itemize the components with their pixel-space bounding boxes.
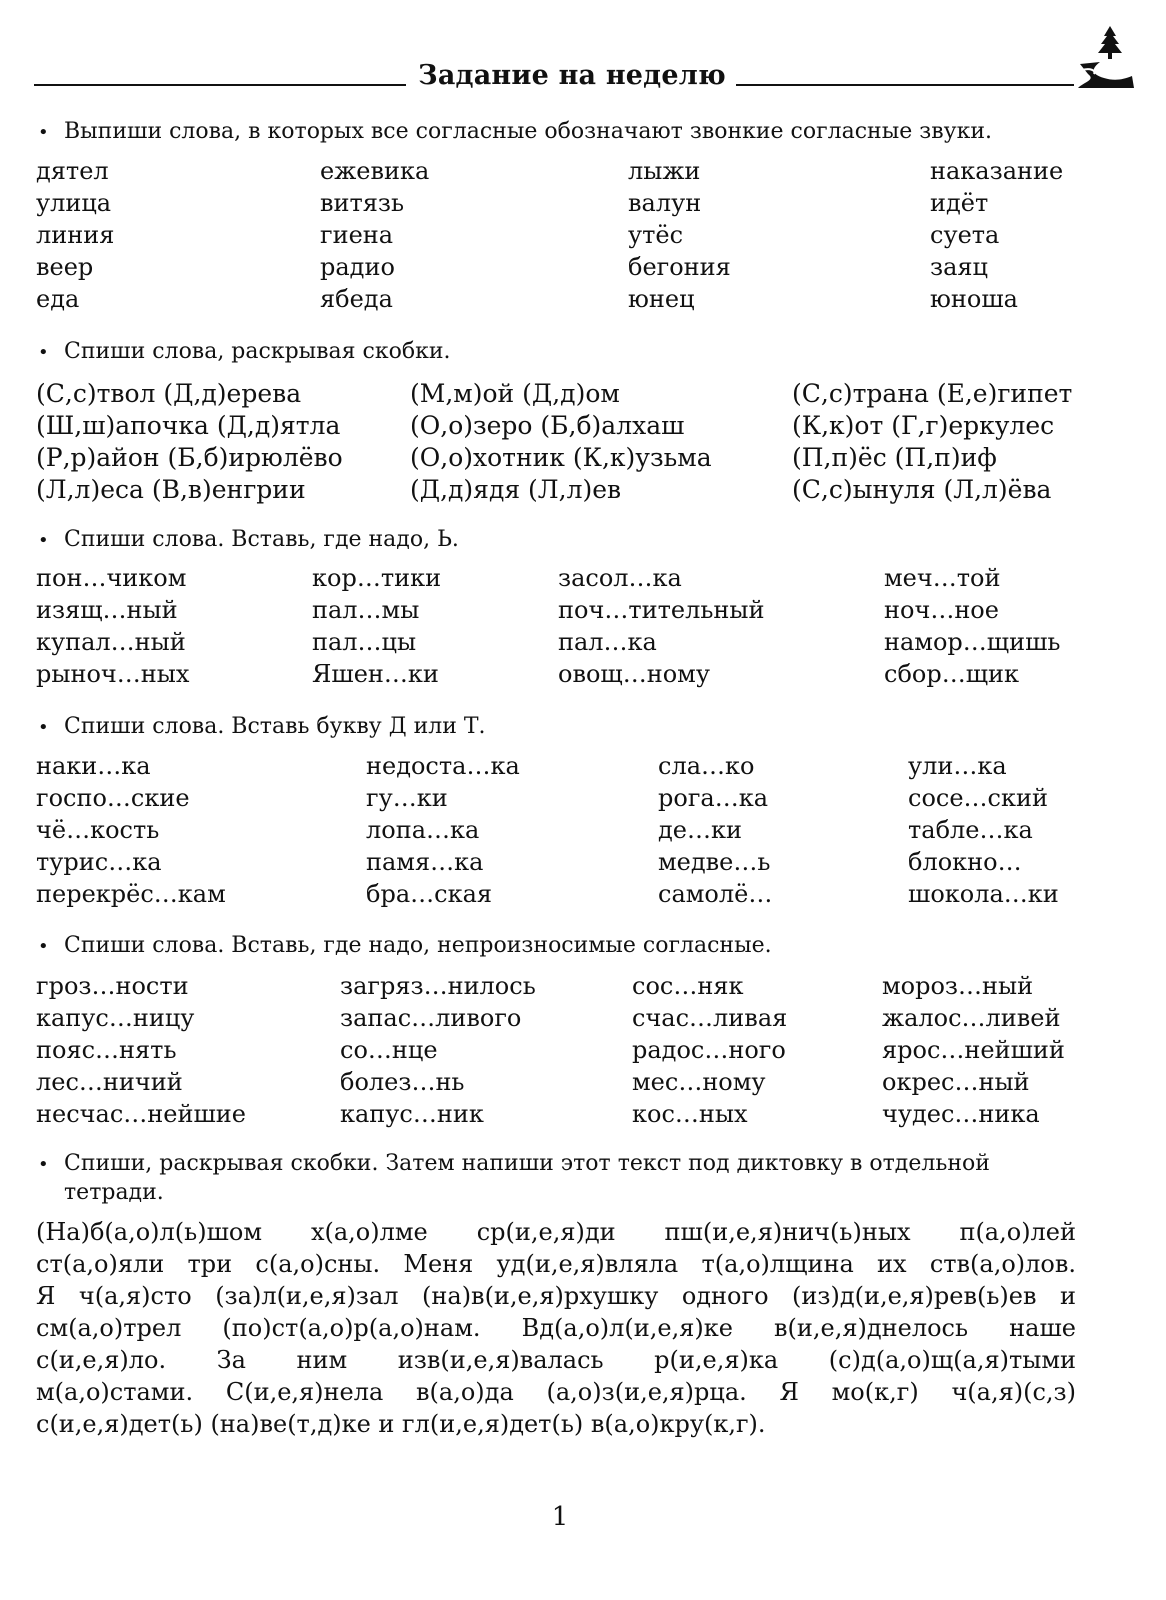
word-cell: госпо…ские (36, 784, 190, 812)
word-row (36, 562, 1106, 594)
word-cell: лес…ничий (36, 1068, 183, 1096)
phrase-cell: (Л,л)еса (В,в)енгрии (36, 475, 306, 504)
phrase-row (36, 378, 1106, 410)
word-row (36, 626, 1106, 658)
word-row (36, 970, 1106, 1002)
word-cell: намор…щишь (884, 628, 1061, 656)
word-cell: радос…ного (632, 1036, 786, 1064)
task-4-title-text: Спиши слова. Вставь букву Д или Т. (64, 714, 486, 739)
task-6-title-line2: тетради. (64, 1180, 164, 1205)
word-row (36, 782, 1106, 814)
word-cell: сла…ко (658, 752, 755, 780)
dictation-text (36, 1216, 1076, 1440)
phrase-cell: (С,с)ынуля (Л,л)ёва (792, 475, 1052, 504)
word-cell: лопа…ка (366, 816, 480, 844)
word-cell: пал…ка (558, 628, 657, 656)
word-cell: юнец (628, 285, 695, 313)
word-cell: рога…ка (658, 784, 769, 812)
phrase-cell: (П,п)ёс (П,п)иф (792, 443, 997, 472)
phrase-cell: (Р,р)айон (Б,б)ирюлёво (36, 443, 343, 472)
phrase-cell: (С,с)твол (Д,д)ерева (36, 379, 302, 408)
bullet-icon: • (38, 1154, 49, 1175)
text-line: см(а,о)трел (по)ст(а,о)р(а,о)нам. Вд(а,о)л(и,е,я)ке в(и,е,я)днелось наше (36, 1314, 1076, 1342)
word-cell: ярос…нейший (882, 1036, 1065, 1064)
phrase-cell: (Ш,ш)апочка (Д,д)ятла (36, 411, 341, 440)
word-cell: мес…ному (632, 1068, 766, 1096)
word-row (36, 219, 1106, 251)
word-row (36, 1034, 1106, 1066)
word-cell: сос…няк (632, 972, 744, 1000)
word-cell: ноч…ное (884, 596, 999, 624)
tree-logo-icon (1074, 24, 1138, 90)
word-cell: капус…ницу (36, 1004, 195, 1032)
word-cell: засол…ка (558, 564, 682, 592)
word-cell: юноша (930, 285, 1018, 313)
word-row (36, 1002, 1106, 1034)
phrase-row (36, 442, 1106, 474)
phrase-cell: (С,с)трана (Е,е)гипет (792, 379, 1073, 408)
word-row (36, 814, 1106, 846)
text-line: ст(а,о)яли три с(а,о)сны. Меня уд(и,е,я)вляла т(а,о)лщина их ств(а,о)лов. (36, 1250, 1076, 1278)
bullet-icon: • (38, 122, 49, 143)
word-cell: шокола…ки (908, 880, 1059, 908)
word-cell: несчас…нейшие (36, 1100, 246, 1128)
word-cell: капус…ник (340, 1100, 484, 1128)
word-cell: радио (320, 253, 395, 281)
word-cell: блокно… (908, 848, 1022, 876)
phrase-cell: (О,о)зеро (Б,б)алхаш (410, 411, 685, 440)
word-row (36, 878, 1106, 910)
word-cell: табле…ка (908, 816, 1033, 844)
word-cell: овощ…ному (558, 660, 710, 688)
word-cell: памя…ка (366, 848, 484, 876)
word-cell: медве…ь (658, 848, 771, 876)
task-3-title-text: Спиши слова. Вставь, где надо, Ь. (64, 527, 459, 552)
word-cell: жалос…ливей (882, 1004, 1061, 1032)
word-cell: кос…ных (632, 1100, 748, 1128)
word-cell: поч…тительный (558, 596, 765, 624)
word-cell: ябеда (320, 285, 393, 313)
word-cell: сосе…ский (908, 784, 1048, 812)
word-row (36, 283, 1106, 315)
header-rule-right (736, 84, 1074, 86)
word-cell: наки…ка (36, 752, 151, 780)
text-line: с(и,е,я)ло. За ним изв(и,е,я)валась р(и,е,я)ка (с)д(а,о)щ(а,я)тыми (36, 1346, 1076, 1374)
task-1-title-text: Выпиши слова, в которых все согласные обозначают звонкие согласные звуки. (64, 119, 992, 144)
page-header (34, 52, 1126, 98)
word-cell: линия (36, 221, 115, 249)
task-4-word-grid (36, 750, 1106, 910)
word-cell: пал…мы (312, 596, 420, 624)
bullet-icon: • (38, 936, 49, 957)
text-line: с(и,е,я)дет(ь) (на)ве(т,д)ке и гл(и,е,я)дет(ь) в(а,о)кру(к,г). (36, 1410, 766, 1438)
bullet-icon: • (38, 717, 49, 738)
text-line: Я ч(а,я)сто (за)л(и,е,я)зал (на)в(и,е,я)рхушку одного (из)д(и,е,я)рев(ь)ев и (36, 1282, 1076, 1310)
phrase-row (36, 474, 1106, 506)
word-cell: наказание (930, 157, 1064, 185)
word-cell: валун (628, 189, 702, 217)
word-cell: счас…ливая (632, 1004, 788, 1032)
word-cell: пал…цы (312, 628, 417, 656)
task-4-title (38, 713, 486, 742)
word-cell: пон…чиком (36, 564, 187, 592)
word-cell: кор…тики (312, 564, 442, 592)
word-cell: улица (36, 189, 112, 217)
word-cell: ули…ка (908, 752, 1007, 780)
word-cell: купал…ный (36, 628, 186, 656)
word-cell: Яшен…ки (312, 660, 439, 688)
word-row (36, 187, 1106, 219)
word-cell: гу…ки (366, 784, 448, 812)
word-row (36, 658, 1106, 690)
word-cell: турис…ка (36, 848, 162, 876)
word-cell: рыноч…ных (36, 660, 190, 688)
word-cell: перекрёс…кам (36, 880, 226, 908)
phrase-cell: (О,о)хотник (К,к)узьма (410, 443, 712, 472)
word-row (36, 155, 1106, 187)
word-cell: идёт (930, 189, 989, 217)
word-cell: утёс (628, 221, 684, 249)
bullet-icon: • (38, 342, 49, 363)
text-line: м(а,о)стами. С(и,е,я)нела в(а,о)да (а,о)з(и,е,я)рца. Я мо(к,г) ч(а,я)(с,з) (36, 1378, 1076, 1406)
word-cell: еда (36, 285, 80, 313)
word-cell: чудес…ника (882, 1100, 1040, 1128)
text-line: (На)б(а,о)л(ь)шом х(а,о)лме ср(и,е,я)ди пш(и,е,я)нич(ь)ных п(а,о)лей (36, 1218, 1076, 1246)
word-cell: окрес…ный (882, 1068, 1030, 1096)
word-cell: запас…ливого (340, 1004, 522, 1032)
word-cell: лыжи (628, 157, 701, 185)
word-row (36, 846, 1106, 878)
word-cell: недоста…ка (366, 752, 520, 780)
word-cell: пояс…нять (36, 1036, 177, 1064)
phrase-cell: (К,к)от (Г,г)еркулес (792, 411, 1055, 440)
task-5-title (38, 932, 772, 961)
word-cell: суета (930, 221, 1000, 249)
word-cell: гиена (320, 221, 394, 249)
task-6-title (38, 1150, 1078, 1207)
task-5-word-grid (36, 970, 1106, 1130)
phrase-row (36, 410, 1106, 442)
word-row (36, 594, 1106, 626)
word-cell: со…нце (340, 1036, 438, 1064)
task-3-word-grid (36, 562, 1106, 690)
word-cell: де…ки (658, 816, 742, 844)
word-row (36, 1098, 1106, 1130)
phrase-cell: (М,м)ой (Д,д)ом (410, 379, 620, 408)
word-cell: меч…той (884, 564, 1001, 592)
word-cell: веер (36, 253, 94, 281)
bullet-icon: • (38, 530, 49, 551)
word-row (36, 251, 1106, 283)
page-title: Задание на неделю (418, 60, 726, 91)
word-cell: сбор…щик (884, 660, 1020, 688)
phrase-cell: (Д,д)ядя (Л,л)ев (410, 475, 622, 504)
task-3-title (38, 526, 459, 555)
word-cell: ежевика (320, 157, 430, 185)
page-number: 1 (551, 1502, 569, 1532)
word-row (36, 750, 1106, 782)
word-cell: гроз…ности (36, 972, 189, 1000)
word-row (36, 1066, 1106, 1098)
word-cell: бра…ская (366, 880, 493, 908)
header-rule-left (34, 84, 406, 86)
task-2-title (38, 338, 451, 367)
task-2-title-text: Спиши слова, раскрывая скобки. (64, 339, 451, 364)
task-6-title-line1: Спиши, раскрывая скобки. Затем напиши этот текст под диктовку в отдельной (64, 1151, 990, 1176)
word-cell: загряз…нилось (340, 972, 536, 1000)
task-2-phrase-grid (36, 378, 1106, 506)
task-5-title-text: Спиши слова. Вставь, где надо, непроизносимые согласные. (64, 933, 772, 958)
word-cell: дятел (36, 157, 109, 185)
word-cell: витязь (320, 189, 405, 217)
word-cell: чё…кость (36, 816, 160, 844)
word-cell: изящ…ный (36, 596, 178, 624)
task-1-word-grid (36, 155, 1106, 315)
word-cell: бегония (628, 253, 731, 281)
word-cell: болез…нь (340, 1068, 465, 1096)
word-cell: заяц (930, 253, 988, 281)
word-cell: самолё… (658, 880, 773, 908)
word-cell: мороз…ный (882, 972, 1034, 1000)
task-1-title (38, 118, 992, 147)
